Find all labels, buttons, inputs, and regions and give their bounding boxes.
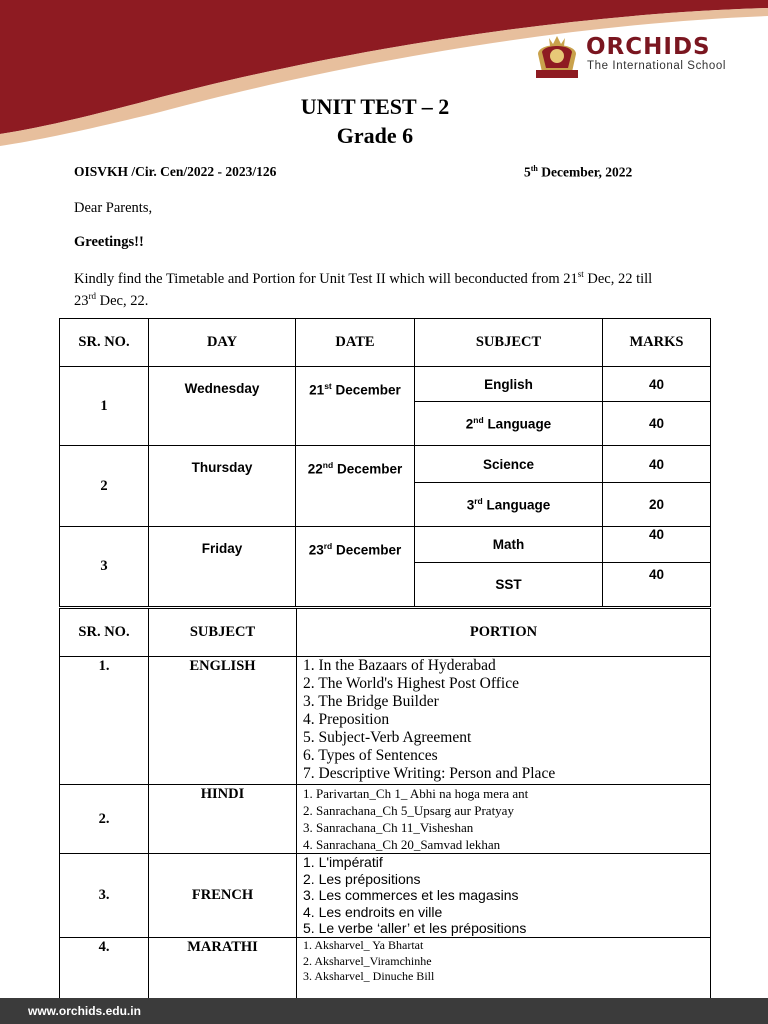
table-row: [60, 657, 711, 785]
salutation: Dear Parents,: [74, 200, 153, 216]
circular-reference: OISVKH /Cir. Cen/2022 - 2023/126: [74, 164, 277, 179]
list-item: 3. Sanrachana_Ch 11_Visheshan: [303, 820, 474, 835]
day-cell: Wednesday: [149, 367, 296, 446]
sr-cell: 1: [60, 367, 149, 446]
col-header: PORTION: [297, 609, 711, 657]
table-row: [60, 367, 711, 402]
marks-cell: 40: [603, 446, 711, 483]
sr-cell: 4.: [60, 938, 149, 1000]
subject-cell: English: [415, 367, 603, 402]
website-link[interactable]: www.orchids.edu.in: [28, 1004, 141, 1018]
table-row: [60, 938, 711, 1000]
list-item: 3. Les commerces et les magasins: [303, 887, 519, 903]
col-header: MARKS: [603, 319, 711, 367]
list-item: 2. The World's Highest Post Office: [303, 675, 519, 692]
list-item: 1. L'impératif: [303, 854, 383, 870]
circular-date: 5th December, 2022: [524, 164, 633, 180]
marks-cell: 40: [603, 527, 711, 563]
timetable-header: [60, 319, 711, 367]
col-header: SUBJECT: [149, 609, 297, 657]
list-item: 1. Parivartan_Ch 1_ Abhi na hoga mera ant: [303, 786, 529, 801]
subject-cell: SST: [415, 563, 603, 607]
crest-icon: [532, 32, 582, 80]
page-title: UNIT TEST – 2: [300, 94, 450, 119]
date-cell: 23rd December: [296, 527, 415, 607]
list-item: 5. Subject-Verb Agreement: [303, 729, 472, 746]
subject-cell: 2nd Language: [415, 402, 603, 446]
footer-bar: [0, 998, 768, 1024]
list-item: 1. Aksharvel_ Ya Bhartat: [303, 938, 424, 952]
list-item: 4. Sanrachana_Ch 20_Samvad lekhan: [303, 837, 501, 852]
school-name: ORCHIDS: [586, 34, 711, 60]
marks-cell: 20: [603, 483, 711, 527]
list-item: 2. Sanrachana_Ch 5_Upsarg aur Pratyay: [303, 803, 514, 818]
table-row: [60, 527, 711, 563]
grade-title: Grade 6: [336, 123, 414, 148]
marks-cell: 40: [603, 367, 711, 402]
portion-cell: [297, 657, 711, 785]
portion-cell: [297, 854, 711, 938]
col-header: DATE: [296, 319, 415, 367]
sr-cell: 2: [60, 446, 149, 527]
list-item: 4. Preposition: [303, 711, 390, 728]
subject-cell: ENGLISH: [149, 657, 297, 785]
greeting: Greetings!!: [74, 234, 144, 250]
list-item: 4. Les endroits en ville: [303, 903, 443, 920]
date-cell: 22nd December: [296, 446, 415, 527]
col-header: DAY: [149, 319, 296, 367]
school-logo: [532, 32, 742, 82]
table-row: [60, 854, 711, 938]
day-cell: Thursday: [149, 446, 296, 527]
col-header: SR. NO.: [60, 609, 149, 657]
date-cell: 21st December: [296, 367, 415, 446]
sr-cell: 1.: [60, 657, 149, 785]
sr-cell: 2.: [60, 785, 149, 854]
col-header: SUBJECT: [415, 319, 603, 367]
list-item: 1. In the Bazaars of Hyderabad: [303, 657, 496, 674]
subject-cell: Science: [415, 446, 603, 483]
portion-cell: [297, 785, 711, 854]
sr-cell: 3.: [60, 854, 149, 938]
subject-cell: FRENCH: [149, 854, 297, 938]
list-item: 2. Aksharvel_Viramchinhe: [303, 953, 432, 968]
portion-cell: [297, 938, 711, 1000]
intro-paragraph: Kindly find the Timetable and Portion for Unit Test II which will beconducted from 21st Dec, 22 till 23rd Dec, 22.: [74, 269, 653, 309]
list-item: 2. Les prépositions: [303, 870, 421, 887]
portion-header: [60, 609, 711, 657]
marks-cell: 40: [603, 563, 711, 607]
subject-cell: Math: [415, 527, 603, 563]
list-item: 6. Types of Sentences: [303, 747, 438, 764]
timetable: [59, 318, 711, 607]
subject-cell: MARATHI: [149, 938, 297, 1000]
col-header: SR. NO.: [60, 319, 149, 367]
marks-cell: 40: [603, 402, 711, 446]
subject-cell: 3rd Language: [415, 483, 603, 527]
list-item: 3. Aksharvel_ Dinuche Bill: [303, 969, 435, 983]
subject-cell: HINDI: [149, 785, 297, 854]
table-row: [60, 785, 711, 854]
portion-table: [59, 608, 711, 1000]
school-subtitle: The International School: [587, 60, 727, 72]
list-item: 5. Le verbe ‘aller’ et les prépositions: [303, 920, 527, 936]
sr-cell: 3: [60, 527, 149, 607]
list-item: 7. Descriptive Writing: Person and Place: [303, 765, 556, 782]
list-item: 3. The Bridge Builder: [303, 693, 439, 710]
day-cell: Friday: [149, 527, 296, 607]
table-row: [60, 446, 711, 483]
